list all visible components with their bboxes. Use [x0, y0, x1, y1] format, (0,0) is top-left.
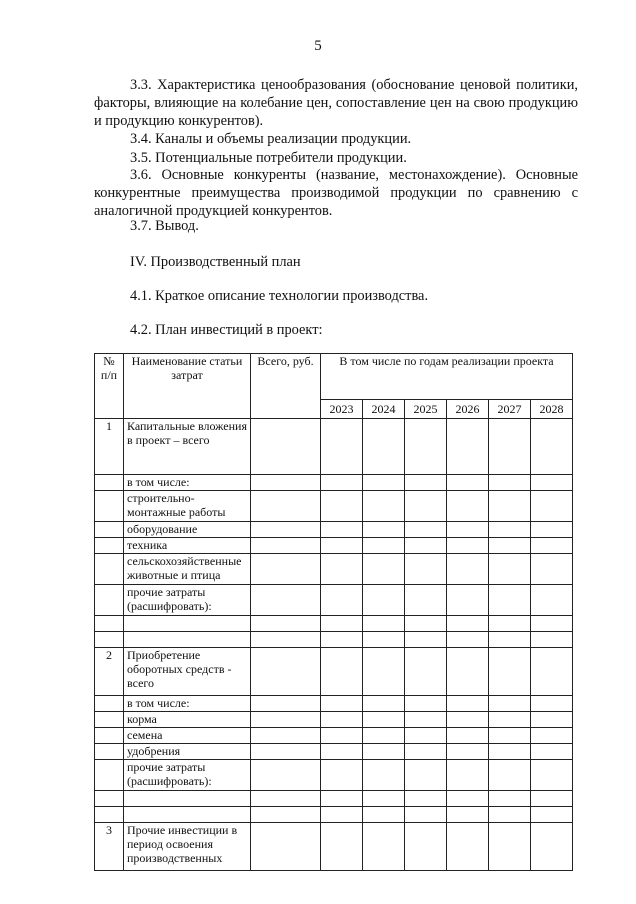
- total-cell[interactable]: [251, 760, 321, 791]
- year-cell[interactable]: [321, 491, 363, 522]
- year-cell[interactable]: [531, 475, 573, 491]
- year-cell[interactable]: [405, 712, 447, 728]
- year-header: 2023: [321, 400, 363, 419]
- year-cell[interactable]: [447, 648, 489, 696]
- year-cell[interactable]: [405, 728, 447, 744]
- year-header: 2028: [531, 400, 573, 419]
- year-cell[interactable]: [447, 538, 489, 554]
- year-cell[interactable]: [321, 823, 363, 871]
- paragraph-3-6: [94, 166, 578, 220]
- year-cell[interactable]: [447, 791, 489, 807]
- row-number: 1: [95, 419, 124, 475]
- year-cell[interactable]: [321, 744, 363, 760]
- investment-table: [94, 353, 573, 871]
- year-cell[interactable]: [405, 475, 447, 491]
- year-cell[interactable]: [405, 491, 447, 522]
- total-cell[interactable]: [251, 807, 321, 823]
- year-cell[interactable]: [531, 648, 573, 696]
- paragraph-3-6-text: 3.6. Основные конкуренты (название, местонахождение). Основные конкурентные преимущества производимой продукции по сравнению с аналогичной продукцией конкурентов.: [94, 167, 578, 219]
- table-row: [95, 728, 573, 744]
- year-cell[interactable]: [363, 823, 405, 871]
- year-cell[interactable]: [447, 419, 489, 475]
- paragraph-3-3-text: 3.3. Характеристика ценообразования (обоснование ценовой политики, факторы, влияющие на колебание цен, сопоставление цен на свою продукцию и продукцию конкурентов).: [94, 77, 578, 129]
- year-header: 2026: [447, 400, 489, 419]
- year-cell[interactable]: [321, 696, 363, 712]
- header-total: Всего, руб.: [251, 354, 321, 419]
- row-name: [124, 791, 251, 807]
- year-cell[interactable]: [489, 522, 531, 538]
- year-cell[interactable]: [363, 648, 405, 696]
- table-row: [95, 554, 573, 585]
- header-years: В том числе по годам реализации проекта: [321, 354, 573, 400]
- row-number: [95, 616, 124, 632]
- year-cell[interactable]: [489, 632, 531, 648]
- year-cell[interactable]: [405, 538, 447, 554]
- table-row: [95, 616, 573, 632]
- year-cell[interactable]: [321, 728, 363, 744]
- row-name: строительно-монтажные работы: [124, 491, 251, 522]
- year-cell[interactable]: [405, 744, 447, 760]
- total-cell[interactable]: [251, 823, 321, 871]
- year-cell[interactable]: [321, 616, 363, 632]
- year-cell[interactable]: [405, 419, 447, 475]
- row-number: [95, 585, 124, 616]
- row-name: техника: [124, 538, 251, 554]
- row-name: Капитальные вложения в проект – всего: [124, 419, 251, 475]
- year-cell[interactable]: [363, 491, 405, 522]
- row-name: [124, 632, 251, 648]
- row-name: прочие затраты (расшифровать):: [124, 760, 251, 791]
- total-cell[interactable]: [251, 791, 321, 807]
- total-cell[interactable]: [251, 744, 321, 760]
- row-number: [95, 475, 124, 491]
- year-cell[interactable]: [531, 728, 573, 744]
- row-name: прочие затраты (расшифровать):: [124, 585, 251, 616]
- year-cell[interactable]: [447, 632, 489, 648]
- row-number: [95, 538, 124, 554]
- row-name: Прочие инвестиции в период освоения производственных: [124, 823, 251, 871]
- row-number: [95, 491, 124, 522]
- year-cell[interactable]: [531, 616, 573, 632]
- row-number: [95, 522, 124, 538]
- year-cell[interactable]: [405, 807, 447, 823]
- row-name: корма: [124, 712, 251, 728]
- year-header: 2027: [489, 400, 531, 419]
- year-cell[interactable]: [489, 491, 531, 522]
- table-row: [95, 744, 573, 760]
- year-cell[interactable]: [321, 791, 363, 807]
- item-3-7: 3.7. Вывод.: [130, 218, 199, 234]
- page-number: 5: [314, 38, 322, 54]
- row-name: [124, 616, 251, 632]
- year-cell[interactable]: [531, 823, 573, 871]
- year-cell[interactable]: [363, 554, 405, 585]
- row-number: [95, 696, 124, 712]
- table-row: [95, 648, 573, 696]
- table-row: [95, 632, 573, 648]
- year-cell[interactable]: [489, 712, 531, 728]
- year-cell[interactable]: [489, 696, 531, 712]
- year-cell[interactable]: [321, 712, 363, 728]
- year-cell[interactable]: [447, 760, 489, 791]
- table-row: [95, 538, 573, 554]
- header-name: Наименование статьи затрат: [124, 354, 251, 419]
- year-cell[interactable]: [405, 760, 447, 791]
- year-cell[interactable]: [489, 728, 531, 744]
- year-cell[interactable]: [363, 522, 405, 538]
- year-header: 2025: [405, 400, 447, 419]
- year-cell[interactable]: [447, 744, 489, 760]
- year-cell[interactable]: [363, 744, 405, 760]
- year-cell[interactable]: [405, 791, 447, 807]
- total-cell[interactable]: [251, 648, 321, 696]
- year-cell[interactable]: [489, 616, 531, 632]
- year-cell[interactable]: [321, 632, 363, 648]
- row-name: семена: [124, 728, 251, 744]
- year-cell[interactable]: [363, 538, 405, 554]
- year-cell[interactable]: [531, 791, 573, 807]
- table-row: [95, 522, 573, 538]
- row-number: [95, 807, 124, 823]
- table-row: [95, 823, 573, 871]
- row-name: сельскохозяйственные животные и птица: [124, 554, 251, 585]
- total-cell[interactable]: [251, 632, 321, 648]
- year-cell[interactable]: [489, 823, 531, 871]
- year-cell[interactable]: [405, 585, 447, 616]
- year-cell[interactable]: [405, 696, 447, 712]
- row-number: 2: [95, 648, 124, 696]
- year-cell[interactable]: [531, 696, 573, 712]
- year-cell[interactable]: [321, 648, 363, 696]
- year-cell[interactable]: [531, 554, 573, 585]
- total-cell[interactable]: [251, 554, 321, 585]
- year-cell[interactable]: [489, 585, 531, 616]
- row-number: [95, 632, 124, 648]
- row-number: [95, 791, 124, 807]
- year-cell[interactable]: [447, 807, 489, 823]
- row-number: [95, 760, 124, 791]
- year-cell[interactable]: [447, 712, 489, 728]
- row-name: удобрения: [124, 744, 251, 760]
- year-cell[interactable]: [447, 696, 489, 712]
- year-cell[interactable]: [531, 712, 573, 728]
- year-cell[interactable]: [531, 585, 573, 616]
- year-cell[interactable]: [447, 554, 489, 585]
- year-cell[interactable]: [405, 632, 447, 648]
- year-cell[interactable]: [363, 632, 405, 648]
- row-number: [95, 728, 124, 744]
- table-row: [95, 696, 573, 712]
- year-cell[interactable]: [321, 522, 363, 538]
- row-name: Приобретение оборотных средств - всего: [124, 648, 251, 696]
- total-cell[interactable]: [251, 616, 321, 632]
- year-cell[interactable]: [447, 728, 489, 744]
- year-cell[interactable]: [321, 419, 363, 475]
- year-cell[interactable]: [363, 791, 405, 807]
- total-cell[interactable]: [251, 475, 321, 491]
- year-cell[interactable]: [363, 616, 405, 632]
- header-num: № п/п: [95, 354, 124, 419]
- item-3-5: 3.5. Потенциальные потребители продукции.: [130, 150, 407, 166]
- year-cell[interactable]: [489, 791, 531, 807]
- year-cell[interactable]: [405, 648, 447, 696]
- year-cell[interactable]: [405, 554, 447, 585]
- year-cell[interactable]: [405, 823, 447, 871]
- year-cell[interactable]: [531, 744, 573, 760]
- year-cell[interactable]: [447, 823, 489, 871]
- year-cell[interactable]: [447, 475, 489, 491]
- total-cell[interactable]: [251, 522, 321, 538]
- year-cell[interactable]: [321, 760, 363, 791]
- year-cell[interactable]: [531, 538, 573, 554]
- year-cell[interactable]: [321, 538, 363, 554]
- table-row: [95, 475, 573, 491]
- table-row: [95, 419, 573, 475]
- year-cell[interactable]: [405, 522, 447, 538]
- total-cell[interactable]: [251, 696, 321, 712]
- year-cell[interactable]: [531, 632, 573, 648]
- total-cell[interactable]: [251, 585, 321, 616]
- table-row: [95, 807, 573, 823]
- row-number: [95, 554, 124, 585]
- item-3-4: 3.4. Каналы и объемы реализации продукции.: [130, 131, 412, 147]
- table-row: [95, 760, 573, 791]
- year-cell[interactable]: [447, 616, 489, 632]
- item-4-1: 4.1. Краткое описание технологии производства.: [130, 288, 429, 304]
- total-cell[interactable]: [251, 419, 321, 475]
- year-cell[interactable]: [489, 760, 531, 791]
- section-title: IV. Производственный план: [130, 254, 301, 270]
- year-cell[interactable]: [363, 728, 405, 744]
- table-row: [95, 791, 573, 807]
- total-cell[interactable]: [251, 728, 321, 744]
- row-name: в том числе:: [124, 475, 251, 491]
- row-number: 3: [95, 823, 124, 871]
- total-cell[interactable]: [251, 712, 321, 728]
- item-4-2: 4.2. План инвестиций в проект:: [130, 322, 323, 338]
- paragraph-3-3: [94, 76, 578, 130]
- year-cell[interactable]: [363, 585, 405, 616]
- year-cell[interactable]: [447, 585, 489, 616]
- year-cell[interactable]: [363, 696, 405, 712]
- total-cell[interactable]: [251, 491, 321, 522]
- year-cell[interactable]: [489, 419, 531, 475]
- table-row: [95, 491, 573, 522]
- year-cell[interactable]: [405, 616, 447, 632]
- year-cell[interactable]: [363, 760, 405, 791]
- row-number: [95, 744, 124, 760]
- year-cell[interactable]: [531, 491, 573, 522]
- year-cell[interactable]: [363, 712, 405, 728]
- year-cell[interactable]: [489, 538, 531, 554]
- year-cell[interactable]: [447, 491, 489, 522]
- year-cell[interactable]: [489, 475, 531, 491]
- row-name: [124, 807, 251, 823]
- year-cell[interactable]: [363, 419, 405, 475]
- year-cell[interactable]: [531, 522, 573, 538]
- year-cell[interactable]: [321, 475, 363, 491]
- year-cell[interactable]: [321, 585, 363, 616]
- year-cell[interactable]: [321, 554, 363, 585]
- row-number: [95, 712, 124, 728]
- table-row: [95, 585, 573, 616]
- total-cell[interactable]: [251, 538, 321, 554]
- year-cell[interactable]: [447, 522, 489, 538]
- year-cell[interactable]: [531, 419, 573, 475]
- year-header: 2024: [363, 400, 405, 419]
- year-cell[interactable]: [363, 807, 405, 823]
- year-cell[interactable]: [489, 554, 531, 585]
- year-cell[interactable]: [489, 648, 531, 696]
- year-cell[interactable]: [531, 807, 573, 823]
- year-cell[interactable]: [489, 807, 531, 823]
- year-cell[interactable]: [489, 744, 531, 760]
- row-name: оборудование: [124, 522, 251, 538]
- table-row: [95, 712, 573, 728]
- year-cell[interactable]: [321, 807, 363, 823]
- year-cell[interactable]: [531, 760, 573, 791]
- year-cell[interactable]: [363, 475, 405, 491]
- row-name: в том числе:: [124, 696, 251, 712]
